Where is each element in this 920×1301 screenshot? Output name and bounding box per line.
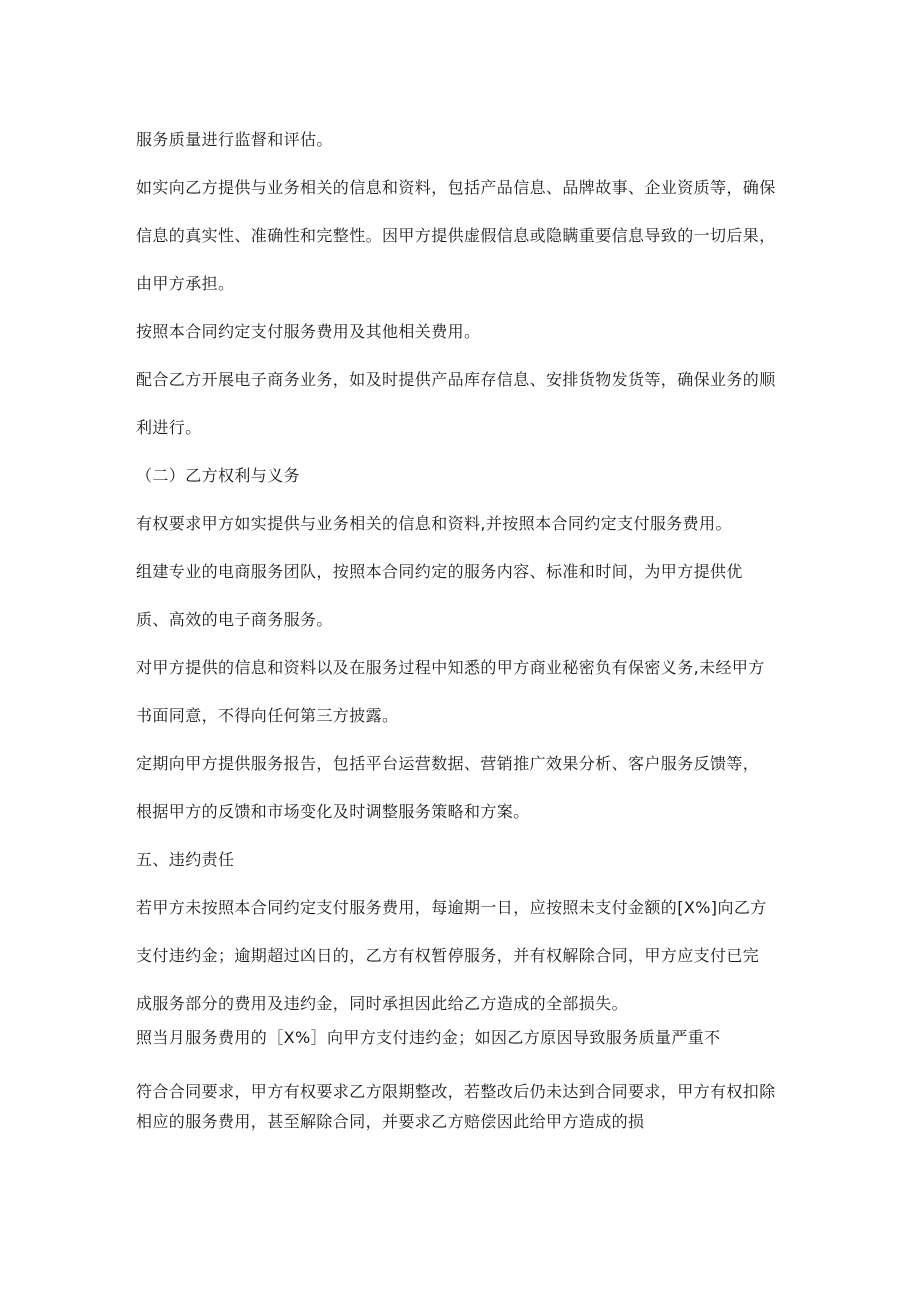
text-line: 利进行。	[136, 418, 202, 437]
text-line: 有权要求甲方如实提供与业务相关的信息和资料,并按照本合同约定支付服务费用。	[136, 514, 732, 533]
text-line: 根据甲方的反馈和市场变化及时调整服务策略和方案。	[136, 802, 530, 821]
text-line: 组建专业的电商服务团队，按照本合同约定的服务内容、标准和时间，为甲方提供优	[136, 562, 743, 581]
text-line: 照当月服务费用的［X%］向甲方支付违约金；如因乙方原因导致服务质量严重不	[136, 1028, 721, 1047]
text-line: 符合合同要求，甲方有权要求乙方限期整改，若整改后仍未达到合同要求，甲方有权扣除	[136, 1082, 776, 1101]
text-line: 如实向乙方提供与业务相关的信息和资料，包括产品信息、品牌故事、企业资质等，确保	[136, 178, 776, 197]
text-line: 定期向甲方提供服务报告，包括平台运营数据、营销推广效果分析、客户服务反馈等，	[136, 754, 760, 773]
section-heading: 五、违约责任	[136, 850, 235, 869]
text-line: 配合乙方开展电子商务业务，如及时提供产品库存信息、安排货物发货等，确保业务的顺	[136, 370, 776, 389]
text-line: 相应的服务费用，甚至解除合同，并要求乙方赔偿因此给甲方造成的损	[136, 1112, 645, 1131]
text-line: 成服务部分的费用及违约金，同时承担因此给乙方造成的全部损失。	[136, 994, 629, 1013]
text-line: 支付违约金；逾期超过凶日的，乙方有权暂停服务，并有权解除合同，甲方应支付已完	[136, 946, 760, 965]
text-line: 按照本合同约定支付服务费用及其他相关费用。	[136, 322, 481, 341]
text-line: 书面同意，不得向任何第三方披露。	[136, 706, 399, 725]
text-line: 质、高效的电子商务服务。	[136, 610, 333, 629]
text-line: 服务质量进行监督和评估。	[136, 130, 333, 149]
text-line: 若甲方未按照本合同约定支付服务费用，每逾期一日，应按照未支付金额的[X%]向乙方	[136, 898, 767, 917]
text-line: 由甲方承担。	[136, 274, 235, 293]
text-line: 对甲方提供的信息和资料以及在服务过程中知悉的甲方商业秘密负有保密义务,未经甲方	[136, 658, 765, 677]
section-heading: （二）乙方权利与义务	[136, 466, 301, 485]
text-line: 信息的真实性、准确性和完整性。因甲方提供虚假信息或隐瞒重要信息导致的一切后果，	[136, 226, 776, 245]
